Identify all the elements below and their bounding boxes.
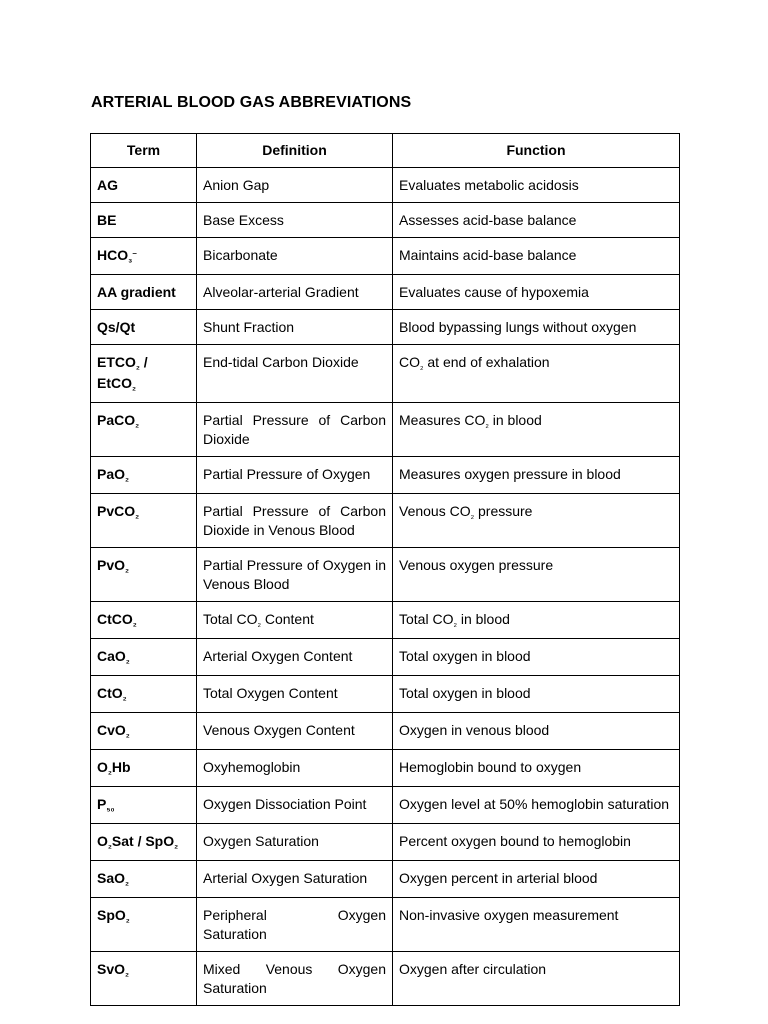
function-cell: Assesses acid-base balance — [393, 203, 680, 238]
definition-cell: Arterial Oxygen Saturation — [197, 861, 393, 898]
term-cell: HCO₃⁻ — [91, 238, 197, 275]
table-row — [91, 750, 680, 787]
function-cell: Evaluates metabolic acidosis — [393, 168, 680, 203]
header-function: Function — [393, 134, 680, 168]
definition-cell: Total Oxygen Content — [197, 676, 393, 713]
definition-cell: Partial Pressure of Carbon Dioxide in Venous Blood — [197, 494, 393, 548]
term-cell: CvO₂ — [91, 713, 197, 750]
table-row — [91, 457, 680, 494]
function-cell: Oxygen percent in arterial blood — [393, 861, 680, 898]
definition-cell: Oxyhemoglobin — [197, 750, 393, 787]
function-cell: Oxygen after circulation — [393, 952, 680, 1006]
table-row — [91, 602, 680, 639]
header-term: Term — [91, 134, 197, 168]
term-cell: P₅₀ — [91, 787, 197, 824]
definition-cell: Anion Gap — [197, 168, 393, 203]
definition-cell: Alveolar-arterial Gradient — [197, 275, 393, 310]
table-row — [91, 548, 680, 602]
table-row — [91, 824, 680, 861]
table-row — [91, 310, 680, 345]
table-row — [91, 787, 680, 824]
definition-cell: Bicarbonate — [197, 238, 393, 275]
table-row — [91, 203, 680, 238]
term-cell: BE — [91, 203, 197, 238]
table-row — [91, 168, 680, 203]
header-definition: Definition — [197, 134, 393, 168]
table-row — [91, 676, 680, 713]
term-cell: O₂Hb — [91, 750, 197, 787]
function-cell: Hemoglobin bound to oxygen — [393, 750, 680, 787]
table-row — [91, 494, 680, 548]
table-row — [91, 861, 680, 898]
term-cell: SaO₂ — [91, 861, 197, 898]
definition-cell: End-tidal Carbon Dioxide — [197, 345, 393, 403]
function-cell: Blood bypassing lungs without oxygen — [393, 310, 680, 345]
term-cell: O₂Sat / SpO₂ — [91, 824, 197, 861]
table-row — [91, 275, 680, 310]
definition-cell: Peripheral Oxygen Saturation — [197, 898, 393, 952]
function-cell: Total oxygen in blood — [393, 639, 680, 676]
definition-cell: Mixed Venous Oxygen Saturation — [197, 952, 393, 1006]
function-cell: Percent oxygen bound to hemoglobin — [393, 824, 680, 861]
term-cell: PaO₂ — [91, 457, 197, 494]
definition-cell: Arterial Oxygen Content — [197, 639, 393, 676]
definition-cell: Oxygen Saturation — [197, 824, 393, 861]
table-row — [91, 345, 680, 403]
function-cell: Total CO₂ in blood — [393, 602, 680, 639]
function-cell: Evaluates cause of hypoxemia — [393, 275, 680, 310]
table-header-row — [91, 134, 680, 168]
function-cell: Oxygen level at 50% hemoglobin saturation — [393, 787, 680, 824]
term-cell: CtO₂ — [91, 676, 197, 713]
document-title: ARTERIAL BLOOD GAS ABBREVIATIONS — [91, 94, 412, 111]
definition-cell: Shunt Fraction — [197, 310, 393, 345]
function-cell: Venous oxygen pressure — [393, 548, 680, 602]
term-cell: SvO₂ — [91, 952, 197, 1006]
term-cell: CaO₂ — [91, 639, 197, 676]
function-cell: Measures oxygen pressure in blood — [393, 457, 680, 494]
term-cell: Qs/Qt — [91, 310, 197, 345]
function-cell: Venous CO₂ pressure — [393, 494, 680, 548]
table-row — [91, 713, 680, 750]
term-cell: PaCO₂ — [91, 403, 197, 457]
table-row — [91, 639, 680, 676]
term-cell: PvCO₂ — [91, 494, 197, 548]
table-row — [91, 952, 680, 1006]
function-cell: Oxygen in venous blood — [393, 713, 680, 750]
function-cell: Measures CO₂ in blood — [393, 403, 680, 457]
definition-cell: Venous Oxygen Content — [197, 713, 393, 750]
term-cell: CtCO₂ — [91, 602, 197, 639]
definition-cell: Oxygen Dissociation Point — [197, 787, 393, 824]
function-cell: CO₂ at end of exhalation — [393, 345, 680, 403]
table-row — [91, 238, 680, 275]
table-row — [91, 898, 680, 952]
abbreviations-table — [90, 133, 680, 1006]
function-cell: Total oxygen in blood — [393, 676, 680, 713]
function-cell: Maintains acid-base balance — [393, 238, 680, 275]
definition-cell: Partial Pressure of Oxygen in Venous Blood — [197, 548, 393, 602]
definition-cell: Partial Pressure of Carbon Dioxide — [197, 403, 393, 457]
term-cell: ETCO₂ / EtCO₂ — [91, 345, 197, 403]
term-cell: PvO₂ — [91, 548, 197, 602]
table-row — [91, 403, 680, 457]
term-cell: SpO₂ — [91, 898, 197, 952]
term-cell: AG — [91, 168, 197, 203]
definition-cell: Partial Pressure of Oxygen — [197, 457, 393, 494]
term-cell: AA gradient — [91, 275, 197, 310]
function-cell: Non-invasive oxygen measurement — [393, 898, 680, 952]
definition-cell: Base Excess — [197, 203, 393, 238]
definition-cell: Total CO₂ Content — [197, 602, 393, 639]
